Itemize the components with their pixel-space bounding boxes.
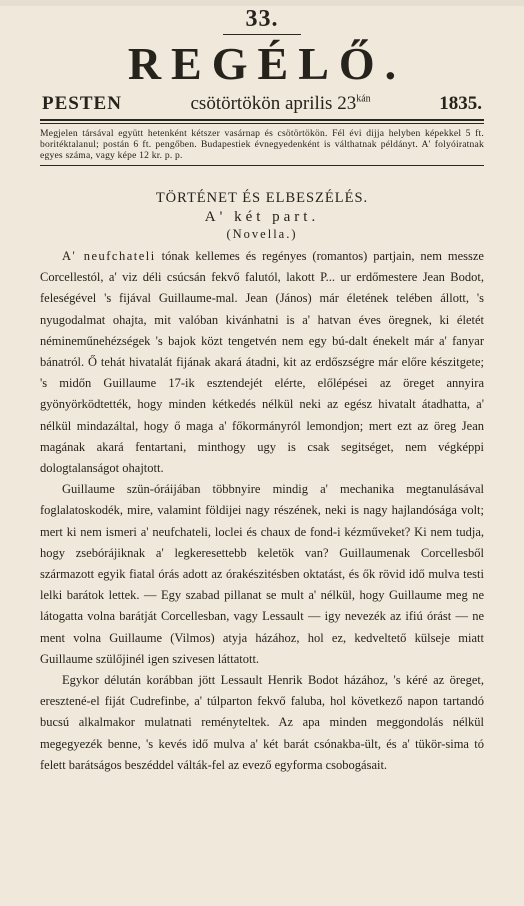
page-number: 33. <box>245 6 279 32</box>
story-paragraph-2: Guillaume szün-óráijában többnyire mindig a' mechanika megtanulásával foglalatoskodék, mire, valamint földijei nagy részének, neki is nagy hajlandósága volt; mert ki nem ismeri a' neufchateli, loclei és chaux de fond-i kézműveket? Ki nem tudja, hogy zsebórájiknak a' legkeresettebb keletök van? Guillaumenak Corcellesből származott egyik fiatal órás adott az órakészitésben oktatást, és ők rövid idő mulva testi lelki barátok lettek. — Egy szabad pillanat se mult a' nélkül, hogy Guillaume meg ne látogatta volna barátját Corcellesban, vagy Lessault — igy nevezék az ifiú órást — ne ment volna Guillaume (Vilmos) atyja házához, hol ez, kedveltető külseje miatt Guillaume szülőjinél igen szivesen láttatott. <box>40 482 484 666</box>
story-body <box>40 246 484 776</box>
dateline-year: 1835. <box>439 93 482 114</box>
newspaper-page <box>0 6 524 906</box>
masthead-rule-thin <box>40 123 484 124</box>
page-number-rule <box>223 34 301 35</box>
story-paragraph-1-text: tónak kellemes és regényes (romantos) partjain, nem messze Corcellestól, a' viz déli csúcsán fekvő falutól, lakott P... ur erdőmestere Jean Bodot, feleségével 's fijával Guillaume-mal. Jean (János) már életének telében állott, 's nyugodalmat ohajta, mit valóban kivánhatni is a' hatvan éves öregnek, ki életét némineműnehézségek 's bajok közt tengetvén nem egy bú-dalt énekelt már a' fanyar bánatról. Ő tehát hivatalát fijának akará átadni, kit az erdőszségre már előre készitgete; 's midőn Guillaume 17-ik esztendejét elérte, előlépései az öreget annyira gyönyörködtették, hogy minden kétkedés nélkül neki az egész hivatalt átadhatta, a' nélkül mindazáltal, hogy ő maga a' főkormányról lemondjon; mert ezt az öreg Jean magának akará fentartani, minthogy ugy is csak segitséget, nem végképpi dologtalanságot ohajtott. <box>40 249 484 476</box>
masthead-title: REGÉLŐ. <box>127 38 407 89</box>
dateline-day-suffix: kán <box>356 93 371 105</box>
section-heading: TÖRTÉNET ÉS ELBESZÉLÉS. <box>155 190 369 206</box>
masthead-rule-thick <box>40 119 484 121</box>
story-paragraph-3: Egykor délután korábban jött Lessault Henrik Bodot házához, 's kéré az öreget, eresztené-el fiját Cudrefinbe, a' túlparton fekvő faluba, hol következő napon tartandó bucsú alkalmakor mulatnati reményteltek. Az apa minden meggondolás nélkül megegyezék benne, 's kevés idő mulva a' két barát csónakba-ült, és a' tükör-sima tó felett barátságos beszéddel válták-fel az evező egyforma csobogásait. <box>40 673 484 772</box>
dateline-day-text: csötörtökön aprilis 23 <box>190 93 357 114</box>
dateline-day <box>191 93 371 115</box>
subscription-rule <box>40 165 484 166</box>
dateline-city: PESTEN <box>42 93 122 114</box>
story-lead-words: A' neufchateli <box>62 249 156 263</box>
story-title: A' két part. <box>204 209 320 225</box>
story-paragraph-1 <box>40 246 484 479</box>
dateline <box>40 93 484 115</box>
story-subtitle: (Novella.) <box>226 227 298 241</box>
subscription-notice: Megjelen társával együtt hetenként kétszer vasárnap és csötörtökön. Fél évi dijja helyben képekkel 5 ft. boritéktalanul; postán 6 ft. pengőben. Budapestiek évnegyedenként is válthatnak példányt. A' folyóiratnak egyes száma, vagy képe 12 kr. p. p. <box>40 128 484 161</box>
